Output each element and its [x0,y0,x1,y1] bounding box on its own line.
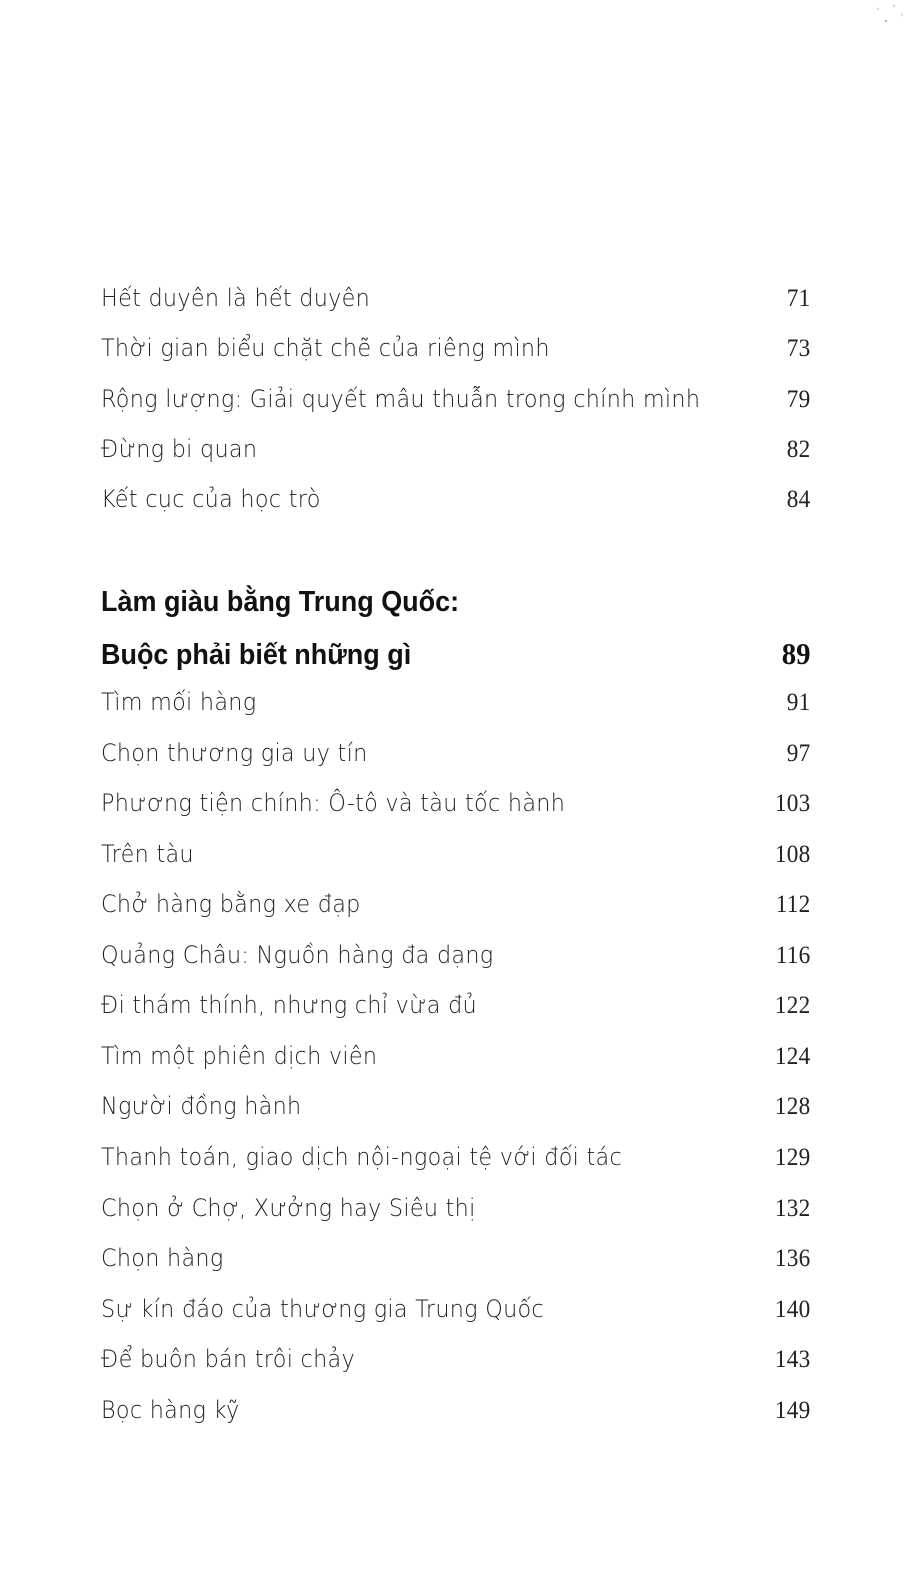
toc-entry-page: 79 [786,386,811,413]
toc-entry [101,1295,811,1335]
toc-entry [101,840,811,880]
toc-entry-title: Hết duyên là hết duyên [101,284,371,312]
toc-entry [101,1143,811,1183]
toc-entry-title: Thời gian biểu chặt chẽ của riêng mình [101,334,550,362]
section-heading-line2 [101,636,811,672]
toc-entry-page: 84 [786,486,811,513]
toc-entry-title: Quảng Châu: Nguồn hàng đa dạng [101,941,494,969]
section-heading-text: Buộc phải biết những gì [101,639,412,671]
toc-entry-page: 128 [774,1093,811,1120]
toc-entry [101,1194,811,1234]
toc-entry [101,789,811,829]
toc-entry [101,1345,811,1385]
toc-entry-title: Tìm mối hàng [101,688,257,716]
toc-entry-title: Chọn thương gia uy tín [101,739,368,767]
toc-entry-page: 97 [786,740,811,767]
toc-entry-page: 129 [774,1144,811,1171]
toc-entry-title: Phương tiện chính: Ô-tô và tàu tốc hành [101,789,566,817]
toc-entry [101,435,811,475]
toc-entry-page: 112 [775,891,811,918]
toc-entry-title: Để buôn bán trôi chảy [101,1345,355,1373]
toc-entry [101,334,811,374]
toc-entry-page: 124 [774,1043,811,1070]
toc-entry [101,1092,811,1132]
toc-entry-title: Chọn ở Chợ, Xưởng hay Siêu thị [101,1194,476,1222]
toc-entry-page: 140 [774,1296,811,1323]
toc-entry [101,385,811,425]
toc-entry [101,1042,811,1082]
toc-entry-title: Đi thám thính, nhưng chỉ vừa đủ [101,991,477,1019]
toc-entry-title: Chọn hàng [101,1244,224,1272]
toc-entry [101,890,811,930]
toc-entry [101,1244,811,1284]
toc-entry-title: Chở hàng bằng xe đạp [101,890,361,918]
toc-entry-title: Kết cục của học trò [101,485,321,513]
toc-entry-title: Thanh toán, giao dịch nội-ngoại tệ với đối tác [101,1143,623,1171]
toc-entry-title: Sự kín đáo của thương gia Trung Quốc [101,1295,544,1323]
toc-entry-page: 122 [774,992,811,1019]
toc-entry-page: 116 [775,942,811,969]
section-heading-text: Làm giàu bằng Trung Quốc: [101,586,460,618]
toc-entry-page: 91 [786,689,811,716]
toc-entry-title: Người đồng hành [101,1092,302,1120]
toc-entry-page: 108 [774,841,811,868]
toc-entry-page: 71 [786,285,811,312]
toc-entry-page: 136 [774,1245,811,1272]
toc-entry [101,688,811,728]
toc-entry [101,1396,811,1436]
toc-entry-title: Rộng lượng: Giải quyết mâu thuẫn trong chính mình [101,385,701,413]
toc-entry-page: 82 [786,436,811,463]
toc-entry-page: 143 [774,1346,811,1373]
section-page: 89 [781,636,811,671]
toc-entry-page: 73 [786,335,811,362]
toc-entry-title: Bọc hàng kỹ [101,1396,240,1424]
section-heading-line1 [101,586,811,619]
toc-entry [101,284,811,324]
toc-entry-title: Đừng bi quan [101,435,258,463]
toc-entry-title: Tìm một phiên dịch viên [101,1042,378,1070]
toc-entry-page: 103 [774,790,811,817]
scan-noise [870,0,910,30]
toc-entry [101,485,811,525]
toc-entry [101,739,811,779]
toc-entry-page: 149 [774,1397,811,1424]
toc-entry [101,991,811,1031]
toc-entry-page: 132 [774,1195,811,1222]
toc-entry [101,941,811,981]
toc-entry-title: Trên tàu [101,840,194,868]
